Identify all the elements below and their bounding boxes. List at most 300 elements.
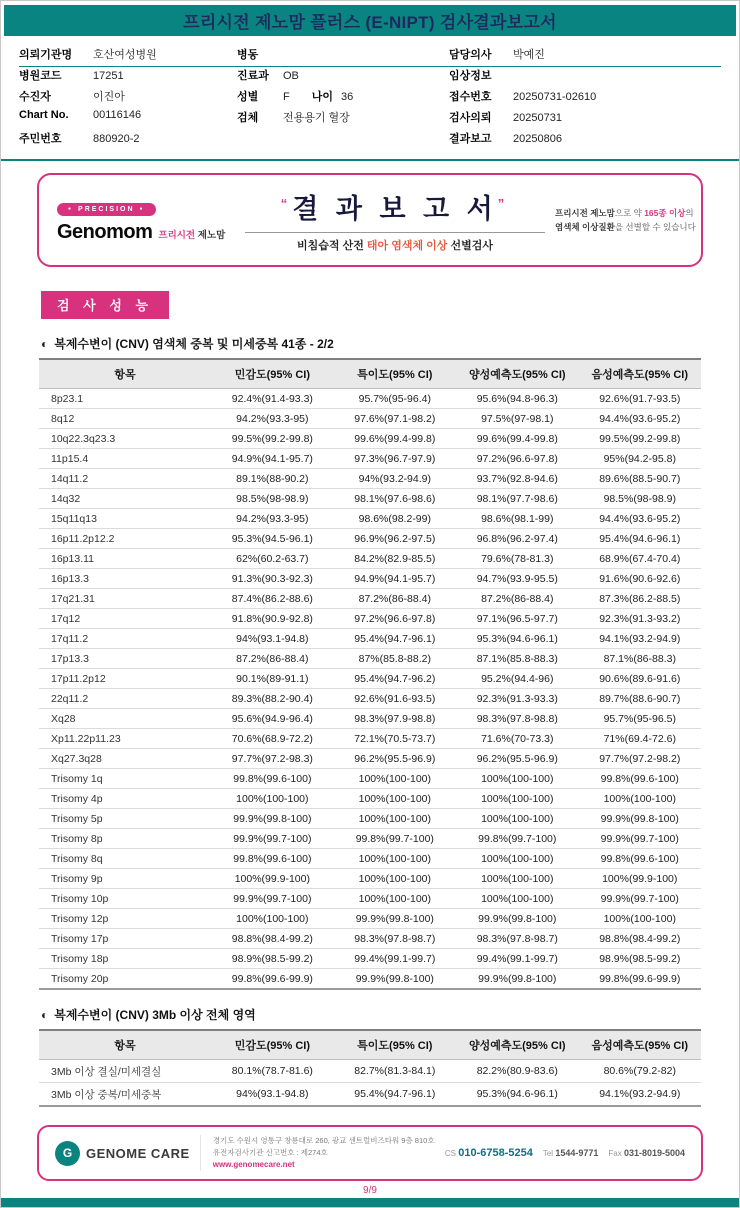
row-label: Xq27.3q28 [39, 749, 211, 769]
cell-value: 99.9%(99.7-100) [211, 829, 333, 849]
cell-value: 96.2%(95.5-96.9) [456, 749, 578, 769]
row-label: 17q12 [39, 609, 211, 629]
info-field [19, 46, 237, 67]
row-label: 16p13.11 [39, 549, 211, 569]
badge-dot-icon: ● [139, 205, 145, 212]
footer-website: www.genomecare.net [212, 1159, 295, 1169]
cell-value: 94%(93.2-94.9) [334, 469, 456, 489]
cell-value: 94.4%(93.6-95.2) [579, 509, 701, 529]
cell-value: 71%(69.4-72.6) [579, 729, 701, 749]
cell-value: 82.7%(81.3-84.1) [334, 1060, 456, 1083]
cell-value: 99.8%(99.7-100) [456, 829, 578, 849]
cell-value: 95.6%(94.8-96.3) [456, 389, 578, 409]
info-column-right [449, 46, 721, 151]
half-circle-bullet-icon: ◐ [41, 336, 49, 351]
cell-value: 98.3%(97.8-98.7) [334, 929, 456, 949]
row-label: Trisomy 8q [39, 849, 211, 869]
cell-value: 100%(100-100) [211, 909, 333, 929]
cell-value: 97.7%(97.2-98.3) [211, 749, 333, 769]
row-label: Trisomy 20p [39, 969, 211, 990]
cell-value: 100%(100-100) [456, 849, 578, 869]
cell-value: 91.3%(90.3-92.3) [211, 569, 333, 589]
field-label: 병동 [237, 49, 259, 61]
field-label: 수진자 [19, 91, 51, 103]
cell-value: 92.6%(91.6-93.5) [334, 689, 456, 709]
info-field [449, 46, 721, 67]
logo-text-ko: 프리시전 제노맘 [158, 229, 226, 241]
report-tagline: 프리시전 제노맘으로 약 165종 이상의 염색체 이상질환을 선별할 수 있습니다 [555, 207, 696, 232]
cell-value: 100%(99.9-100) [579, 869, 701, 889]
field-label: 접수번호 [449, 91, 492, 103]
report-title: 프리시전 제노맘 플러스 (E-NIPT) 검사결과보고서 [183, 13, 557, 32]
section-label: 검 사 성 능 [41, 291, 169, 319]
info-column-left [19, 46, 237, 151]
cell-value: 98.5%(98-98.9) [211, 489, 333, 509]
cell-value: 100%(99.9-100) [211, 869, 333, 889]
cell-value: 87.2%(86-88.4) [456, 589, 578, 609]
row-label: 16p13.3 [39, 569, 211, 589]
row-label: 17p13.3 [39, 649, 211, 669]
cell-value: 94.2%(93.3-95) [211, 409, 333, 429]
table-row [39, 629, 701, 649]
field-label: 진료과 [237, 70, 269, 82]
table-row [39, 469, 701, 489]
info-field [19, 109, 237, 130]
table-row [39, 649, 701, 669]
cell-value: 98.5%(98-98.9) [579, 489, 701, 509]
page-number: 9/9 [363, 1185, 377, 1196]
cell-value: 95.4%(94.6-96.1) [579, 529, 701, 549]
cell-value: 95.3%(94.5-96.1) [211, 529, 333, 549]
field-value: OB [283, 70, 299, 82]
footer-address: 경기도 수원시 영통구 창룡대로 260, 광교 센트럴비즈타워 9층 810호 [212, 1136, 435, 1146]
cell-value: 96.9%(96.2-97.5) [334, 529, 456, 549]
cell-value: 95.3%(94.6-96.1) [456, 1083, 578, 1107]
table-row [39, 769, 701, 789]
genomecare-logo-text: GENOME CARE [86, 1145, 190, 1161]
logo-text-en: Genomom [57, 220, 153, 243]
info-field [19, 130, 237, 151]
column-header: 양성예측도(95% CI) [456, 359, 578, 389]
info-field [237, 67, 449, 88]
row-label: Trisomy 4p [39, 789, 211, 809]
cell-value: 97.7%(97.2-98.2) [579, 749, 701, 769]
field-label: 나이 [311, 91, 333, 103]
cell-value: 100%(100-100) [456, 869, 578, 889]
cell-value: 100%(100-100) [456, 789, 578, 809]
cell-value: 97.2%(96.6-97.8) [334, 609, 456, 629]
cell-value: 99.9%(99.7-100) [579, 829, 701, 849]
cell-value: 97.6%(97.1-98.2) [334, 409, 456, 429]
open-quote-mark: “ [280, 196, 293, 211]
cell-value: 99.9%(99.8-100) [334, 969, 456, 990]
cell-value: 92.4%(91.4-93.3) [211, 389, 333, 409]
info-field [449, 130, 721, 151]
field-label: 담당의사 [449, 49, 492, 61]
table-row [39, 429, 701, 449]
cell-value: 97.1%(96.5-97.7) [456, 609, 578, 629]
precision-badge-label: PRECISION [78, 205, 135, 213]
cell-value: 98.3%(97.8-98.8) [456, 709, 578, 729]
row-label: Trisomy 17p [39, 929, 211, 949]
cell-value: 99.8%(99.6-100) [211, 769, 333, 789]
footer-contacts [445, 1147, 685, 1159]
cell-value: 99.5%(99.2-99.8) [579, 429, 701, 449]
info-column-middle [237, 46, 449, 151]
cell-value: 79.6%(78-81.3) [456, 549, 578, 569]
row-label: 3Mb 이상 중복/미세중복 [39, 1083, 211, 1107]
row-label: Trisomy 18p [39, 949, 211, 969]
table-row [39, 409, 701, 429]
cell-value: 87%(85.8-88.2) [334, 649, 456, 669]
cell-value: 98.9%(98.5-99.2) [211, 949, 333, 969]
tel-contact [543, 1148, 599, 1158]
table-row [39, 389, 701, 409]
row-label: 17p11.2p12 [39, 669, 211, 689]
result-report-title-block [245, 187, 545, 253]
bottom-teal-bar [1, 1198, 739, 1207]
cell-value: 87.2%(86-88.4) [334, 589, 456, 609]
cell-value: 89.3%(88.2-90.4) [211, 689, 333, 709]
cell-value: 95.2%(94.4-96) [456, 669, 578, 689]
cell-value: 100%(100-100) [334, 849, 456, 869]
report-subtitle: 비침습적 산전 태아 염색체 이상 선별검사 [297, 240, 493, 252]
tel-number: 1544-9771 [555, 1148, 599, 1159]
field-value: 20250731 [513, 112, 562, 124]
column-header: 특이도(95% CI) [334, 359, 456, 389]
cell-value: 94.1%(93.2-94.9) [579, 629, 701, 649]
precision-badge [57, 203, 156, 216]
cell-value: 91.8%(90.9-92.8) [211, 609, 333, 629]
cell-value: 95%(94.2-95.8) [579, 449, 701, 469]
cell-value: 99.8%(99.6-100) [579, 849, 701, 869]
cell-value: 99.9%(99.7-100) [211, 889, 333, 909]
cell-value: 95.6%(94.9-96.4) [211, 709, 333, 729]
cell-value: 100%(100-100) [579, 909, 701, 929]
header-row [39, 1030, 701, 1060]
fax-contact [608, 1148, 685, 1158]
column-header: 항목 [39, 1030, 211, 1060]
row-label: 3Mb 이상 결실/미세결실 [39, 1060, 211, 1083]
field-label: 의뢰기관명 [19, 49, 73, 61]
cell-value: 99.9%(99.8-100) [334, 909, 456, 929]
table-row [39, 609, 701, 629]
footer-box [37, 1125, 703, 1181]
genomom-logo [57, 197, 235, 244]
cnv-duplication-table [39, 358, 701, 990]
field-label: 결과보고 [449, 133, 492, 145]
table-row [39, 529, 701, 549]
genomecare-brand [55, 1141, 190, 1166]
cell-value: 98.3%(97.9-98.8) [334, 709, 456, 729]
cell-value: 99.4%(99.1-99.7) [334, 949, 456, 969]
cell-value: 89.1%(88-90.2) [211, 469, 333, 489]
cell-value: 94.2%(93.3-95) [211, 509, 333, 529]
cell-value: 84.2%(82.9-85.5) [334, 549, 456, 569]
performance-section [1, 267, 739, 1107]
table-row [39, 969, 701, 990]
table-row [39, 669, 701, 689]
cell-value: 99.9%(99.8-100) [456, 969, 578, 990]
field-value: 00116146 [93, 109, 142, 121]
cs-label: CS [444, 1149, 456, 1159]
row-label: 11p15.4 [39, 449, 211, 469]
cell-value: 92.3%(91.3-93.3) [456, 689, 578, 709]
cell-value: 99.9%(99.8-100) [579, 809, 701, 829]
cell-value: 99.8%(99.6-100) [211, 849, 333, 869]
cell-value: 97.2%(96.6-97.8) [456, 449, 578, 469]
table-row [39, 509, 701, 529]
cell-value: 100%(100-100) [456, 809, 578, 829]
cell-value: 87.3%(86.2-88.5) [579, 589, 701, 609]
column-header: 음성예측도(95% CI) [579, 359, 701, 389]
cell-value: 96.2%(95.5-96.9) [334, 749, 456, 769]
cell-value: 98.1%(97.7-98.6) [456, 489, 578, 509]
cell-value: 82.2%(80.9-83.6) [456, 1060, 578, 1083]
cs-number: 010-6758-5254 [458, 1147, 533, 1160]
column-header: 양성예측도(95% CI) [456, 1030, 578, 1060]
cell-value: 95.7%(95-96.5) [579, 709, 701, 729]
table-row [39, 809, 701, 829]
subsection-title: 복제수변이 (CNV) 3Mb 이상 전체 영역 [54, 1008, 256, 1022]
cell-value: 100%(100-100) [334, 809, 456, 829]
badge-dot-icon: ● [68, 205, 74, 212]
field-label: 병원코드 [19, 70, 62, 82]
table-row [39, 889, 701, 909]
cell-value: 96.8%(96.2-97.4) [456, 529, 578, 549]
row-label: Trisomy 12p [39, 909, 211, 929]
cell-value: 100%(100-100) [334, 769, 456, 789]
table-row [39, 449, 701, 469]
cell-value: 99.6%(99.4-99.8) [456, 429, 578, 449]
table-row [39, 709, 701, 729]
cnv-3mb-table [39, 1029, 701, 1107]
cell-value: 99.8%(99.6-99.9) [579, 969, 701, 990]
column-header: 특이도(95% CI) [334, 1030, 456, 1060]
info-field [19, 67, 237, 88]
column-header: 민감도(95% CI) [211, 1030, 333, 1060]
cell-value: 94.9%(94.1-95.7) [334, 569, 456, 589]
table-row [39, 1060, 701, 1083]
field-label: 성별 [237, 91, 259, 103]
cs-contact [445, 1147, 533, 1159]
field-value: F [283, 91, 290, 103]
cell-value: 80.1%(78.7-81.6) [211, 1060, 333, 1083]
close-quote-mark: ” [497, 196, 510, 211]
cell-value: 99.8%(99.6-100) [579, 769, 701, 789]
row-label: Trisomy 10p [39, 889, 211, 909]
column-header: 항목 [39, 359, 211, 389]
cell-value: 93.7%(92.8-94.6) [456, 469, 578, 489]
cell-value: 99.9%(99.8-100) [456, 909, 578, 929]
footer-license: 유전자검사기관 신고번호 : 제274호 [212, 1147, 328, 1157]
cell-value: 99.9%(99.8-100) [211, 809, 333, 829]
column-header: 민감도(95% CI) [211, 359, 333, 389]
field-value: 박예진 [513, 49, 545, 61]
table-row [39, 869, 701, 889]
cell-value: 98.1%(97.6-98.6) [334, 489, 456, 509]
cell-value: 94.7%(93.9-95.5) [456, 569, 578, 589]
cell-value: 98.6%(98.1-99) [456, 509, 578, 529]
row-label: 16p11.2p12.2 [39, 529, 211, 549]
cell-value: 99.8%(99.7-100) [334, 829, 456, 849]
cell-value: 62%(60.2-63.7) [211, 549, 333, 569]
row-label: Trisomy 9p [39, 869, 211, 889]
field-value: 20250731-02610 [513, 91, 597, 103]
cell-value: 99.9%(99.7-100) [579, 889, 701, 909]
table-row [39, 929, 701, 949]
result-report-title: “결 과 보 고 서” [280, 194, 510, 224]
header-row [39, 359, 701, 389]
cell-value: 94.1%(93.2-94.9) [579, 1083, 701, 1107]
table-row [39, 689, 701, 709]
title-divider [245, 232, 545, 233]
cell-value: 72.1%(70.5-73.7) [334, 729, 456, 749]
field-label: 임상정보 [449, 70, 492, 82]
subsection-title: 복제수변이 (CNV) 염색체 중복 및 미세중복 41종 - 2/2 [54, 337, 334, 351]
field-value: 전용용기 혈장 [283, 112, 350, 124]
row-label: Trisomy 1q [39, 769, 211, 789]
genomom-wordmark [57, 221, 235, 244]
table-row [39, 909, 701, 929]
cell-value: 94%(93.1-94.8) [211, 1083, 333, 1107]
cell-value: 95.7%(95-96.4) [334, 389, 456, 409]
cell-value: 92.6%(91.7-93.5) [579, 389, 701, 409]
table-row [39, 789, 701, 809]
table-row [39, 1083, 701, 1107]
cell-value: 100%(100-100) [334, 789, 456, 809]
cnv-duplication-heading [41, 335, 699, 352]
column-header: 음성예측도(95% CI) [579, 1030, 701, 1060]
cell-value: 100%(100-100) [334, 889, 456, 909]
cell-value: 94.9%(94.1-95.7) [211, 449, 333, 469]
cell-value: 94%(93.1-94.8) [211, 629, 333, 649]
cell-value: 87.1%(85.8-88.3) [456, 649, 578, 669]
field-value: 이진아 [93, 91, 125, 103]
cell-value: 87.2%(86-88.4) [211, 649, 333, 669]
cell-value: 92.3%(91.3-93.2) [579, 609, 701, 629]
row-label: 14q32 [39, 489, 211, 509]
cell-value: 89.6%(88.5-90.7) [579, 469, 701, 489]
cell-value: 97.5%(97-98.1) [456, 409, 578, 429]
cell-value: 90.6%(89.6-91.6) [579, 669, 701, 689]
cell-value: 87.1%(86-88.3) [579, 649, 701, 669]
cell-value: 80.6%(79.2-82) [579, 1060, 701, 1083]
info-field [237, 88, 449, 109]
info-field [449, 67, 721, 88]
field-value: 36 [341, 91, 354, 103]
half-circle-bullet-icon: ◐ [41, 1007, 49, 1022]
table-row [39, 569, 701, 589]
table-row [39, 849, 701, 869]
footer-address-block [200, 1135, 435, 1171]
table-row [39, 549, 701, 569]
row-label: 8p23.1 [39, 389, 211, 409]
info-field [237, 46, 449, 67]
field-label: 주민번호 [19, 133, 62, 145]
row-label: Trisomy 8p [39, 829, 211, 849]
cell-value: 98.6%(98.2-99) [334, 509, 456, 529]
field-value: 호산여성병원 [93, 49, 157, 61]
row-label: 22q11.2 [39, 689, 211, 709]
row-label: 14q11.2 [39, 469, 211, 489]
cell-value: 97.3%(96.7-97.9) [334, 449, 456, 469]
cell-value: 94.4%(93.6-95.2) [579, 409, 701, 429]
cell-value: 68.9%(67.4-70.4) [579, 549, 701, 569]
cell-value: 99.5%(99.2-99.8) [211, 429, 333, 449]
cell-value: 99.6%(99.4-99.8) [334, 429, 456, 449]
row-label: 8q12 [39, 409, 211, 429]
result-report-header-box [37, 173, 703, 267]
cell-value: 70.6%(68.9-72.2) [211, 729, 333, 749]
tel-label: Tel [542, 1149, 554, 1159]
field-label: 검체 [237, 112, 259, 124]
cell-value: 95.4%(94.7-96.1) [334, 1083, 456, 1107]
field-value: 20250806 [513, 133, 562, 145]
genomecare-logo-icon: G [55, 1141, 80, 1166]
row-label: 17q11.2 [39, 629, 211, 649]
cell-value: 98.3%(97.8-98.7) [456, 929, 578, 949]
row-label: 15q11q13 [39, 509, 211, 529]
cell-value: 99.8%(99.6-99.9) [211, 969, 333, 990]
cell-value: 100%(100-100) [579, 789, 701, 809]
field-label: 검사의뢰 [449, 112, 492, 124]
cnv-3mb-table-wrap [39, 1029, 701, 1107]
table-row [39, 749, 701, 769]
fax-label: Fax [608, 1149, 622, 1159]
cell-value: 100%(100-100) [456, 769, 578, 789]
cnv-3mb-heading [41, 1006, 699, 1023]
cell-value: 87.4%(86.2-88.6) [211, 589, 333, 609]
row-label: 10q22.3q23.3 [39, 429, 211, 449]
field-label: Chart No. [19, 109, 69, 121]
cell-value: 98.9%(98.5-99.2) [579, 949, 701, 969]
cell-value: 95.3%(94.6-96.1) [456, 629, 578, 649]
cell-value: 99.4%(99.1-99.7) [456, 949, 578, 969]
cell-value: 100%(100-100) [456, 889, 578, 909]
table-row [39, 589, 701, 609]
table-row [39, 949, 701, 969]
cell-value: 95.4%(94.7-96.1) [334, 629, 456, 649]
cell-value: 95.4%(94.7-96.2) [334, 669, 456, 689]
info-field [237, 109, 449, 130]
table-row [39, 829, 701, 849]
field-value: 880920-2 [93, 133, 140, 145]
report-title-bar [4, 5, 736, 36]
fax-number: 031-8019-5004 [623, 1148, 685, 1159]
info-field [449, 109, 721, 130]
row-label: Xp11.22p11.23 [39, 729, 211, 749]
cell-value: 100%(100-100) [211, 789, 333, 809]
patient-info-section [1, 36, 739, 161]
row-label: Xq28 [39, 709, 211, 729]
cnv-duplication-table-wrap [39, 358, 701, 990]
table-row [39, 489, 701, 509]
cell-value: 98.8%(98.4-99.2) [211, 929, 333, 949]
row-label: Trisomy 5p [39, 809, 211, 829]
cell-value: 91.6%(90.6-92.6) [579, 569, 701, 589]
info-field [449, 88, 721, 109]
cell-value: 98.8%(98.4-99.2) [579, 929, 701, 949]
cell-value: 89.7%(88.6-90.7) [579, 689, 701, 709]
row-label: 17q21.31 [39, 589, 211, 609]
field-value: 17251 [93, 70, 124, 82]
cell-value: 100%(100-100) [334, 869, 456, 889]
info-field [19, 88, 237, 109]
cell-value: 71.6%(70-73.3) [456, 729, 578, 749]
table-row [39, 729, 701, 749]
cell-value: 90.1%(89-91.1) [211, 669, 333, 689]
